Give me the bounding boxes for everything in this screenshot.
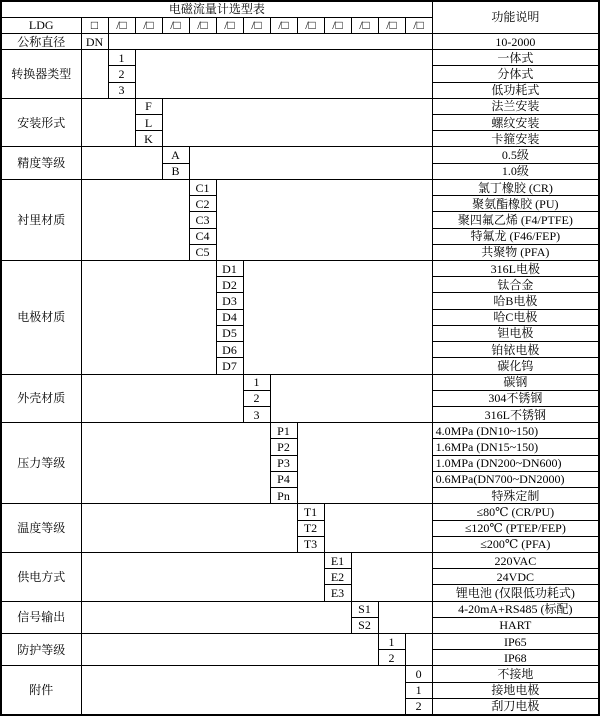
option-desc-cell: 4.0MPa (DN10~150): [432, 423, 599, 439]
category-label: 安装形式: [1, 98, 81, 147]
option-desc-cell: 钛合金: [432, 277, 599, 293]
empty-grid-cell: [81, 634, 378, 666]
empty-grid-cell: [81, 261, 216, 375]
option-desc-cell: IP68: [432, 650, 599, 666]
option-code-cell: 2: [108, 66, 135, 82]
option-code-cell: E1: [324, 552, 351, 568]
option-desc-cell: 共聚物 (PFA): [432, 244, 599, 260]
option-desc-cell: 接地电极: [432, 682, 599, 698]
option-code-cell: L: [135, 115, 162, 131]
model-segment-box-cell: /□: [189, 17, 216, 33]
option-desc-cell: 螺纹安装: [432, 115, 599, 131]
option-desc-cell: 钽电极: [432, 325, 599, 341]
option-code-cell: A: [162, 147, 189, 163]
option-code-cell: C1: [189, 179, 216, 195]
option-code-cell: 1: [378, 634, 405, 650]
category-label: 防护等级: [1, 634, 81, 666]
option-code-cell: B: [162, 163, 189, 179]
category-label: 外壳材质: [1, 374, 81, 423]
model-segment-box-cell: /□: [351, 17, 378, 33]
option-code-cell: 2: [405, 698, 432, 715]
empty-grid-cell: [297, 423, 432, 504]
option-desc-cell: 低功耗式: [432, 82, 599, 98]
option-desc-cell: 不接地: [432, 666, 599, 682]
model-segment-box-cell: /□: [270, 17, 297, 33]
option-desc-cell: 哈C电极: [432, 309, 599, 325]
option-desc-cell: 特氟龙 (F46/FEP): [432, 228, 599, 244]
category-label: 精度等级: [1, 147, 81, 179]
category-label: 信号输出: [1, 601, 81, 633]
option-desc-cell: 0.6MPa(DN700~DN2000): [432, 471, 599, 487]
empty-grid-cell: [81, 374, 243, 423]
option-desc-cell: 分体式: [432, 66, 599, 82]
option-code-cell: 1: [108, 50, 135, 66]
function-column-header: 功能说明: [432, 1, 599, 33]
option-desc-cell: 刮刀电极: [432, 698, 599, 715]
option-code-cell: T1: [297, 504, 324, 520]
option-desc-cell: 1.0级: [432, 163, 599, 179]
option-desc-cell: 1.6MPa (DN15~150): [432, 439, 599, 455]
category-label: 公称直径: [1, 33, 81, 49]
empty-grid-cell: [81, 504, 297, 553]
option-desc-cell: ≤80℃ (CR/PU): [432, 504, 599, 520]
option-code-cell: C4: [189, 228, 216, 244]
empty-grid-cell: [135, 50, 432, 99]
model-segment-box-cell: /□: [324, 17, 351, 33]
option-code-cell: F: [135, 98, 162, 114]
option-code-cell: T3: [297, 536, 324, 552]
option-desc-cell: 聚四氟乙烯 (F4/PTFE): [432, 212, 599, 228]
option-desc-cell: 锂电池 (仅限低功耗式): [432, 585, 599, 601]
empty-grid-cell: [378, 601, 432, 633]
option-code-cell: Pn: [270, 488, 297, 504]
option-code-cell: D2: [216, 277, 243, 293]
option-desc-cell: 一体式: [432, 50, 599, 66]
empty-grid-cell: [324, 504, 432, 553]
table-title: 电磁流量计选型表: [1, 1, 432, 17]
category-label: 衬里材质: [1, 179, 81, 260]
option-code-cell: C2: [189, 196, 216, 212]
option-desc-cell: ≤120℃ (PTEP/FEP): [432, 520, 599, 536]
empty-grid-cell: [81, 666, 405, 715]
empty-grid-cell: [81, 423, 270, 504]
option-code-cell: C3: [189, 212, 216, 228]
option-code-cell: D4: [216, 309, 243, 325]
empty-grid-cell: [81, 98, 135, 147]
option-code-cell: E2: [324, 569, 351, 585]
option-code-cell: 1: [243, 374, 270, 390]
option-desc-cell: ≤200℃ (PFA): [432, 536, 599, 552]
option-code-cell: K: [135, 131, 162, 147]
model-prefix: LDG: [1, 17, 81, 33]
option-code-cell: P4: [270, 471, 297, 487]
option-code-cell: DN: [81, 33, 108, 49]
option-desc-cell: 法兰安装: [432, 98, 599, 114]
option-desc-cell: 聚氨酯橡胶 (PU): [432, 196, 599, 212]
category-label: 压力等级: [1, 423, 81, 504]
empty-grid-cell: [405, 634, 432, 666]
option-desc-cell: 4-20mA+RS485 (标配): [432, 601, 599, 617]
option-code-cell: P3: [270, 455, 297, 471]
category-label: 温度等级: [1, 504, 81, 553]
option-desc-cell: 304不锈钢: [432, 390, 599, 406]
model-base-box-cell: □: [81, 17, 108, 33]
model-segment-box-cell: /□: [297, 17, 324, 33]
option-desc-cell: IP65: [432, 634, 599, 650]
category-label: 供电方式: [1, 552, 81, 601]
model-segment-box-cell: /□: [405, 17, 432, 33]
option-code-cell: P1: [270, 423, 297, 439]
option-desc-cell: 10-2000: [432, 33, 599, 49]
option-desc-cell: 24VDC: [432, 569, 599, 585]
empty-grid-cell: [351, 552, 432, 601]
empty-grid-cell: [81, 179, 189, 260]
option-desc-cell: 卡箍安装: [432, 131, 599, 147]
empty-grid-cell: [162, 98, 432, 147]
empty-grid-cell: [81, 552, 324, 601]
empty-grid-cell: [81, 601, 351, 633]
category-label: 附件: [1, 666, 81, 715]
option-code-cell: C5: [189, 244, 216, 260]
option-code-cell: D5: [216, 325, 243, 341]
option-desc-cell: 碳化钨: [432, 358, 599, 374]
option-code-cell: D1: [216, 261, 243, 277]
option-code-cell: D6: [216, 342, 243, 358]
option-desc-cell: 1.0MPa (DN200~DN600): [432, 455, 599, 471]
model-segment-box-cell: /□: [378, 17, 405, 33]
option-desc-cell: HART: [432, 617, 599, 633]
option-code-cell: D3: [216, 293, 243, 309]
empty-grid-cell: [270, 374, 432, 423]
option-code-cell: 0: [405, 666, 432, 682]
option-code-cell: 3: [108, 82, 135, 98]
empty-grid-cell: [108, 33, 432, 49]
empty-grid-cell: [216, 179, 432, 260]
option-code-cell: 2: [243, 390, 270, 406]
option-desc-cell: 氯丁橡胶 (CR): [432, 179, 599, 195]
option-desc-cell: 哈B电极: [432, 293, 599, 309]
option-code-cell: 1: [405, 682, 432, 698]
option-code-cell: S1: [351, 601, 378, 617]
model-segment-box-cell: /□: [108, 17, 135, 33]
empty-grid-cell: [189, 147, 432, 179]
option-desc-cell: 0.5级: [432, 147, 599, 163]
empty-grid-cell: [81, 50, 108, 99]
model-segment-box-cell: /□: [135, 17, 162, 33]
empty-grid-cell: [243, 261, 432, 375]
option-code-cell: 3: [243, 406, 270, 422]
model-segment-box-cell: /□: [162, 17, 189, 33]
category-label: 转换器类型: [1, 50, 81, 99]
option-desc-cell: 铂铱电极: [432, 342, 599, 358]
empty-grid-cell: [81, 147, 162, 179]
option-desc-cell: 特殊定制: [432, 488, 599, 504]
option-code-cell: T2: [297, 520, 324, 536]
option-code-cell: E3: [324, 585, 351, 601]
option-desc-cell: 316L不锈钢: [432, 406, 599, 422]
option-desc-cell: 碳钢: [432, 374, 599, 390]
category-label: 电极材质: [1, 261, 81, 375]
model-segment-box-cell: /□: [243, 17, 270, 33]
option-code-cell: S2: [351, 617, 378, 633]
option-code-cell: D7: [216, 358, 243, 374]
option-code-cell: P2: [270, 439, 297, 455]
option-desc-cell: 220VAC: [432, 552, 599, 568]
option-code-cell: 2: [378, 650, 405, 666]
option-desc-cell: 316L电极: [432, 261, 599, 277]
model-segment-box-cell: /□: [216, 17, 243, 33]
